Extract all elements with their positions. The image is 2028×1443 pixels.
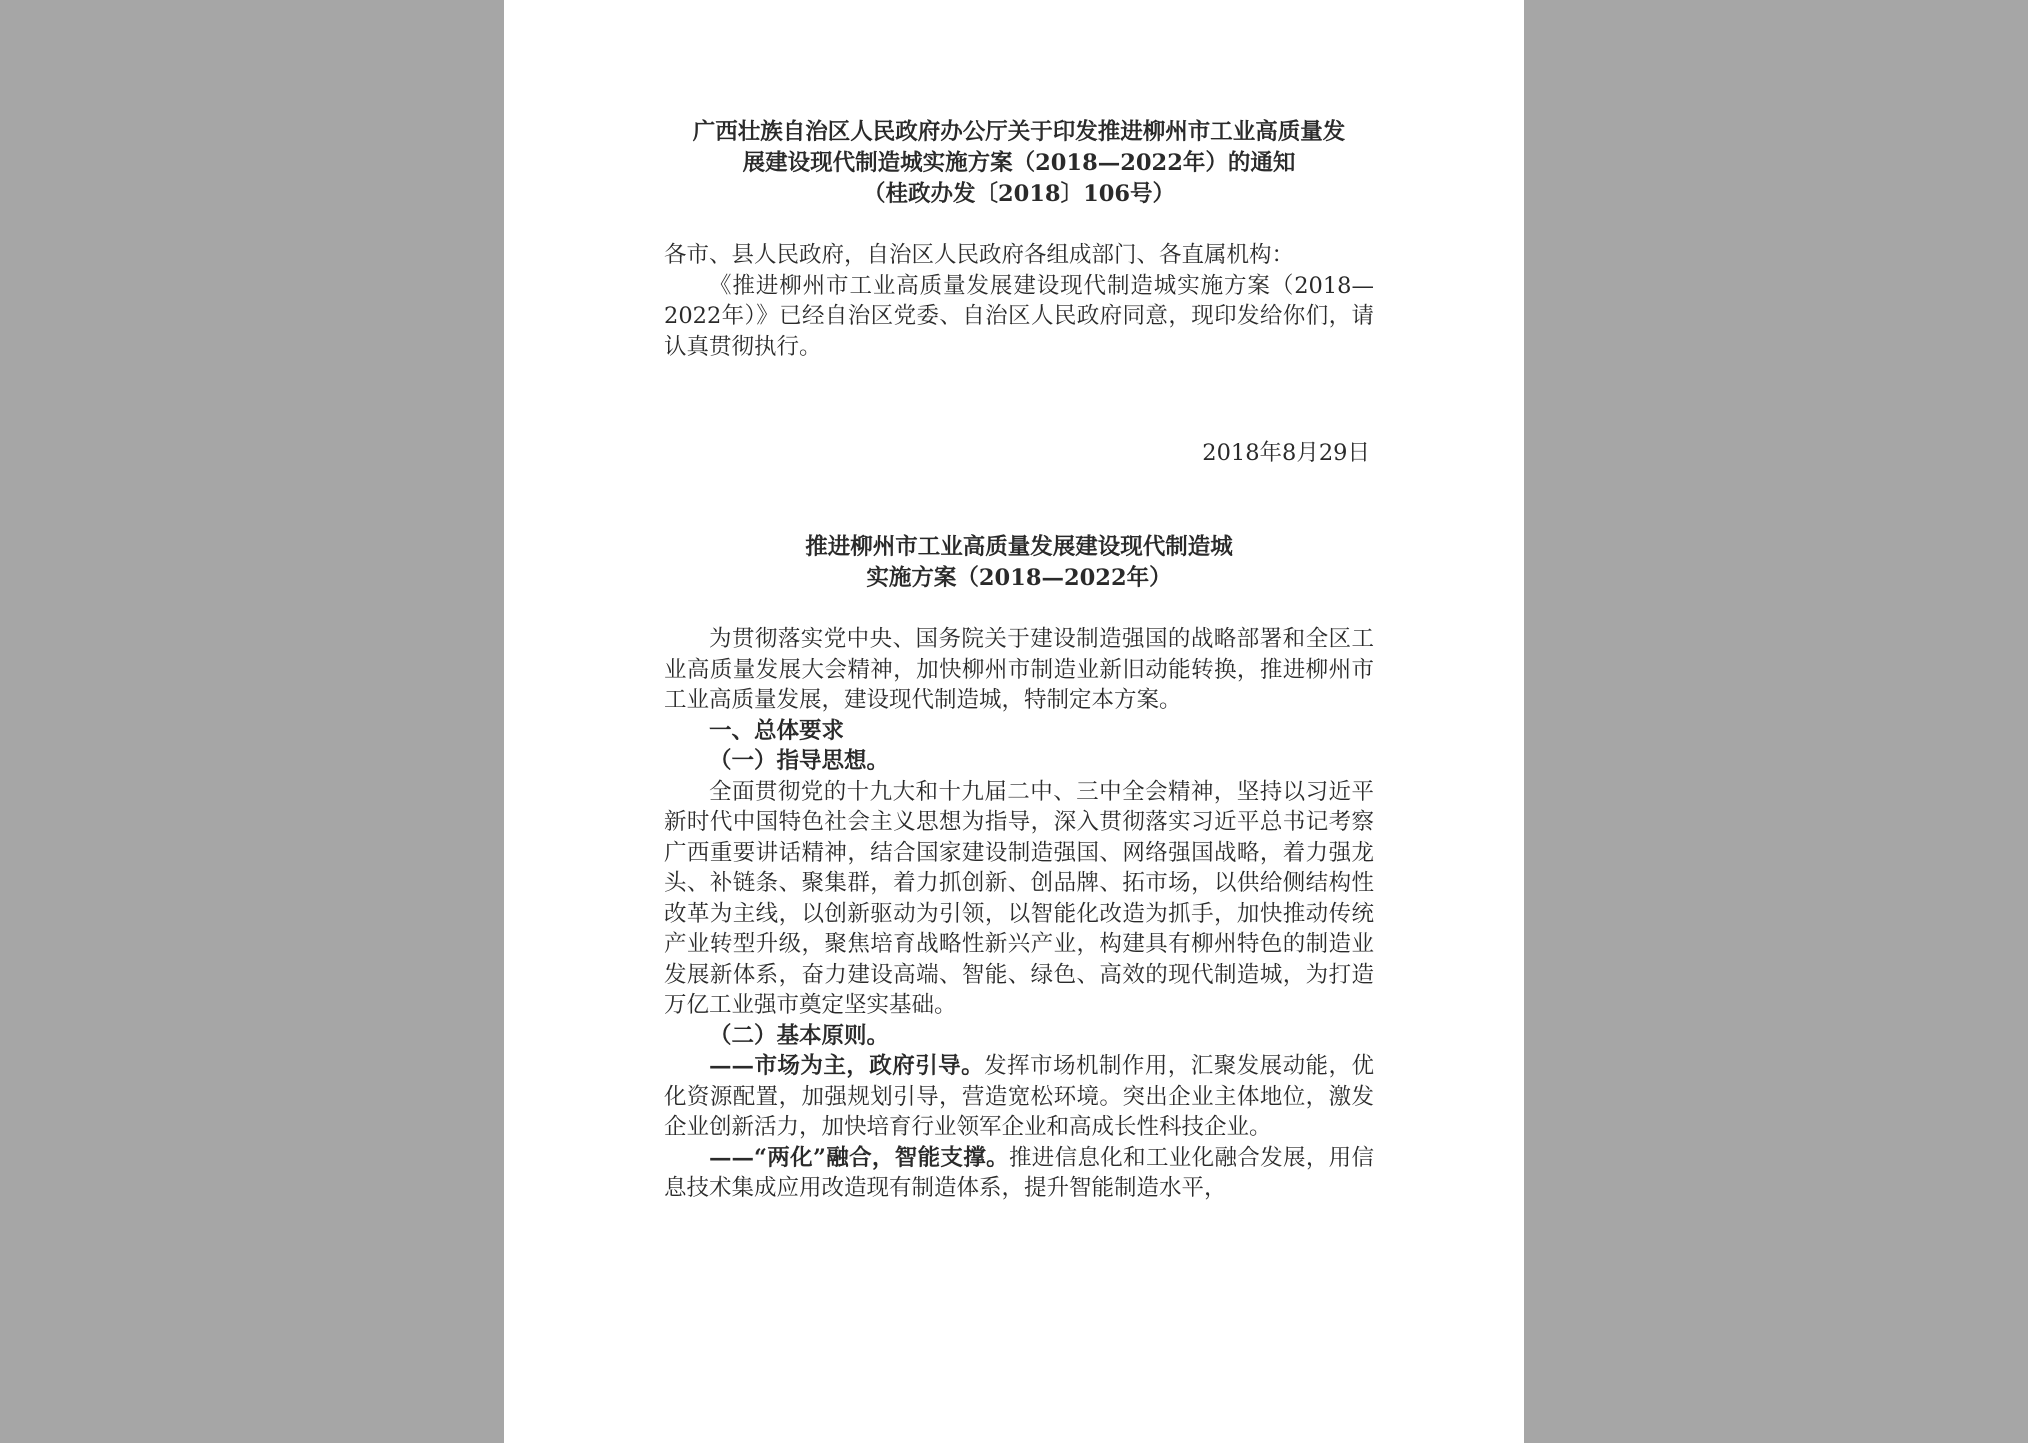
plan-title: [664, 532, 1374, 594]
principle-1-lead: ——市场为主，政府引导。: [709, 1053, 985, 1079]
notice-body: 《推进柳州市工业高质量发展建设现代制造城实施方案（2018—2022年）》已经自治区党委、自治区人民政府同意，现印发给你们，请认真贯彻执行。: [664, 272, 1374, 360]
principle-1: [664, 1051, 1374, 1143]
section-1-heading: 一、总体要求: [709, 717, 845, 744]
principle-2-body: 推进信息化和工业化融合发展，用信息技术集成应用改造现有制造体系，提升智能制造水平，: [664, 1144, 1374, 1201]
principle-1-body: 发挥市场机制作用，汇聚发展动能，优化资源配置，加强规划引导，营造宽松环境。突出企业主体地位，激发企业创新活力，加快培育行业领军企业和高成长性科技企业。: [664, 1053, 1374, 1140]
guiding-thought: 全面贯彻党的十九大和十九届二中、三中全会精神，坚持以习近平新时代中国特色社会主义思想为指导，深入贯彻落实习近平总书记考察广西重要讲话精神，结合国家建设制造强国、网络强国战略，着力强龙头、补链条、聚集群，着力抓创新、创品牌、拓市场，以供给侧结构性改革为主线，以创新驱动为引领，以智能化改造为抓手，加快推动传统产业转型升级，聚焦培育战略性新兴产业，构建具有柳州特色的制造业发展新体系，奋力建设高端、智能、绿色、高效的现代制造城，为打造万亿工业强市奠定坚实基础。: [664, 778, 1374, 1018]
plan-title-line-1: 推进柳州市工业高质量发展建设现代制造城: [805, 534, 1233, 560]
document-page: [504, 0, 1524, 1443]
principle-2: [664, 1143, 1374, 1204]
issue-date: 2018年8月29日: [1202, 440, 1370, 466]
plan-intro: 为贯彻落实党中央、国务院关于建设制造强国的战略部署和全区工业高质量发展大会精神，加快柳州市制造业新旧动能转换，推进柳州市工业高质量发展，建设现代制造城，特制定本方案。: [664, 626, 1374, 713]
subsection-2-heading: （二）基本原则。: [709, 1022, 890, 1049]
plan-title-line-2: 实施方案（2018—2022年）: [866, 565, 1172, 591]
principle-2-lead: ——“两化”融合，智能支撑。: [709, 1144, 1009, 1171]
subsection-1-heading: （一）指导思想。: [709, 748, 890, 774]
notice-title-line-1: 广西壮族自治区人民政府办公厅关于印发推进柳州市工业高质量发: [692, 119, 1346, 145]
notice-title-line-2: 展建设现代制造城实施方案（2018—2022年）的通知: [742, 150, 1296, 176]
document-number: （桂政办发〔2018〕106号）: [862, 181, 1176, 207]
page-content: [664, 117, 1374, 1204]
recipients: 各市、县人民政府，自治区人民政府各组成部门、各直属机构：: [664, 242, 1295, 268]
